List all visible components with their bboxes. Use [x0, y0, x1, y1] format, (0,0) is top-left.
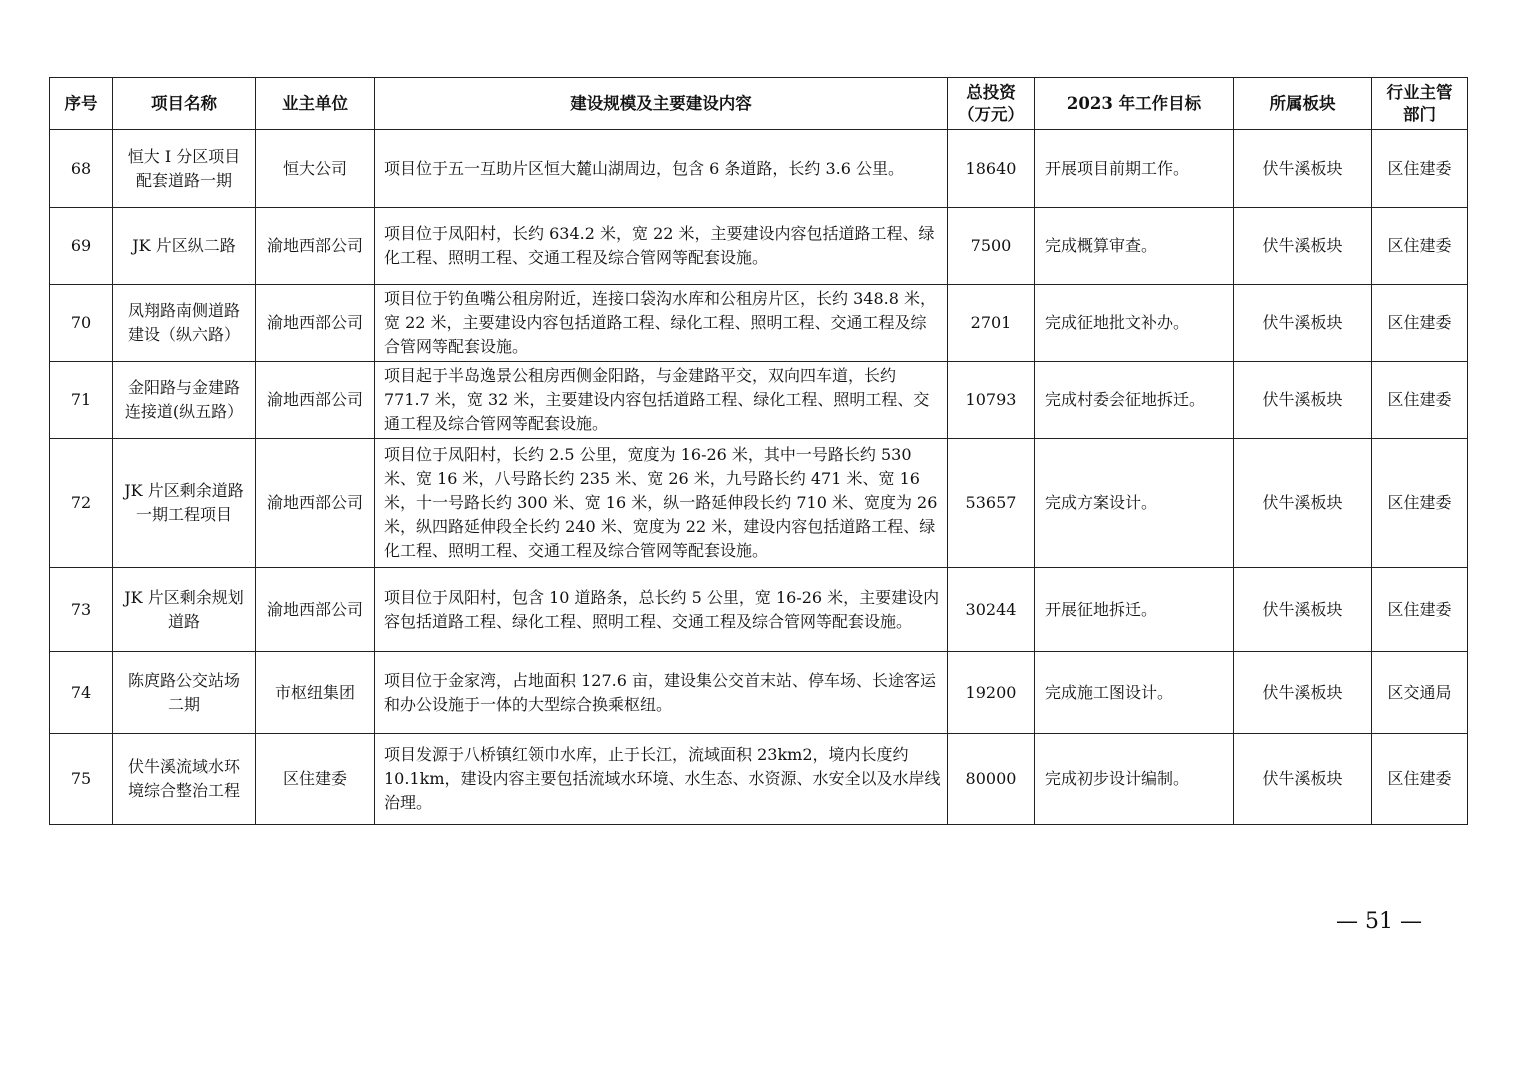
table-row — [50, 130, 1468, 208]
table-cell: 伏牛溪板块 — [1234, 439, 1372, 568]
table-cell: 渝地西部公司 — [256, 439, 375, 568]
table-cell: 71 — [50, 362, 113, 439]
table-cell: 区住建委 — [1372, 208, 1468, 285]
table-cell: 恒大 I 分区项目配套道路一期 — [113, 130, 256, 208]
header-cell: 2023 年工作目标 — [1035, 78, 1234, 130]
table-row — [50, 652, 1468, 734]
table-row — [50, 208, 1468, 285]
header-cell: 总投资（万元） — [948, 78, 1035, 130]
table-cell: 完成施工图设计。 — [1035, 652, 1234, 734]
table-cell: 伏牛溪板块 — [1234, 130, 1372, 208]
header-cell: 建设规模及主要建设内容 — [375, 78, 948, 130]
table-cell: 2701 — [948, 285, 1035, 362]
table-cell: 完成初步设计编制。 — [1035, 734, 1234, 825]
table-cell: 恒大公司 — [256, 130, 375, 208]
table-cell: 75 — [50, 734, 113, 825]
table-cell: 区住建委 — [1372, 130, 1468, 208]
table-cell: 区住建委 — [1372, 285, 1468, 362]
table-cell: 陈庹路公交站场二期 — [113, 652, 256, 734]
table-cell: 区住建委 — [1372, 362, 1468, 439]
table-cell: 项目位于凤阳村，长约 2.5 公里，宽度为 16-26 米，其中一号路长约 530 米、宽 16 米，八号路长约 235 米、宽 26 米，九号路长约 471 米、宽 16 米，十一号路长约 300 米、宽 16 米，纵一路延伸段长约 710 米、宽度为 26 米，纵四路延伸段全长约 240 米、宽度为 22 米，建设内容包括道路工程、绿化工程、照明工程、交通工程及综合管网等配套设施。 — [375, 439, 948, 568]
table-cell: 7500 — [948, 208, 1035, 285]
project-table — [49, 77, 1468, 825]
table-cell: 伏牛溪板块 — [1234, 568, 1372, 652]
table-cell: 项目位于五一互助片区恒大麓山湖周边，包含 6 条道路，长约 3.6 公里。 — [375, 130, 948, 208]
table-row — [50, 285, 1468, 362]
table-cell: JK 片区纵二路 — [113, 208, 256, 285]
table-cell: 80000 — [948, 734, 1035, 825]
table-cell: 区住建委 — [1372, 734, 1468, 825]
table-cell: 区住建委 — [1372, 568, 1468, 652]
table-cell: 项目位于金家湾，占地面积 127.6 亩，建设集公交首末站、停车场、长途客运和办公设施于一体的大型综合换乘枢纽。 — [375, 652, 948, 734]
table-cell: 项目发源于八桥镇红领巾水库，止于长江，流域面积 23km2，境内长度约 10.1km，建设内容主要包括流域水环境、水生态、水资源、水安全以及水岸线治理。 — [375, 734, 948, 825]
table-cell: 市枢纽集团 — [256, 652, 375, 734]
table-cell: 完成方案设计。 — [1035, 439, 1234, 568]
table-cell: 70 — [50, 285, 113, 362]
header-cell: 项目名称 — [113, 78, 256, 130]
table-header-row — [50, 78, 1468, 130]
table-cell: 区住建委 — [256, 734, 375, 825]
table-row — [50, 362, 1468, 439]
table-cell: 项目位于钓鱼嘴公租房附近，连接口袋沟水库和公租房片区，长约 348.8 米，宽 22 米，主要建设内容包括道路工程、绿化工程、照明工程、交通工程及综合管网等配套设施。 — [375, 285, 948, 362]
table-cell: 完成征地批文补办。 — [1035, 285, 1234, 362]
table-row — [50, 568, 1468, 652]
table-cell: 开展征地拆迁。 — [1035, 568, 1234, 652]
table-cell: 伏牛溪流域水环境综合整治工程 — [113, 734, 256, 825]
table-cell: 73 — [50, 568, 113, 652]
table-cell: 10793 — [948, 362, 1035, 439]
table-cell: 69 — [50, 208, 113, 285]
table-cell: 渝地西部公司 — [256, 285, 375, 362]
table-cell: 伏牛溪板块 — [1234, 362, 1372, 439]
table-cell: 19200 — [948, 652, 1035, 734]
table-cell: 项目位于凤阳村，包含 10 道路条，总长约 5 公里，宽 16-26 米，主要建设内容包括道路工程、绿化工程、照明工程、交通工程及综合管网等配套设施。 — [375, 568, 948, 652]
table-cell: 伏牛溪板块 — [1234, 285, 1372, 362]
table-cell: 伏牛溪板块 — [1234, 208, 1372, 285]
table-cell: 伏牛溪板块 — [1234, 734, 1372, 825]
header-cell: 行业主管部门 — [1372, 78, 1468, 130]
table-cell: 渝地西部公司 — [256, 362, 375, 439]
table-cell: 项目位于凤阳村，长约 634.2 米，宽 22 米，主要建设内容包括道路工程、绿化工程、照明工程、交通工程及综合管网等配套设施。 — [375, 208, 948, 285]
table-cell: 53657 — [948, 439, 1035, 568]
table-cell: JK 片区剩余道路一期工程项目 — [113, 439, 256, 568]
table-cell: 18640 — [948, 130, 1035, 208]
table-row — [50, 734, 1468, 825]
table-cell: 72 — [50, 439, 113, 568]
table-cell: 渝地西部公司 — [256, 568, 375, 652]
table-cell: 30244 — [948, 568, 1035, 652]
table-cell: 完成概算审查。 — [1035, 208, 1234, 285]
table-cell: 开展项目前期工作。 — [1035, 130, 1234, 208]
header-cell: 业主单位 — [256, 78, 375, 130]
table-cell: 68 — [50, 130, 113, 208]
table-cell: 项目起于半岛逸景公租房西侧金阳路，与金建路平交，双向四车道，长约 771.7 米，宽 32 米，主要建设内容包括道路工程、绿化工程、照明工程、交通工程及综合管网等配套设施。 — [375, 362, 948, 439]
table-cell: 金阳路与金建路连接道(纵五路） — [113, 362, 256, 439]
table-cell: 区住建委 — [1372, 439, 1468, 568]
table-cell: JK 片区剩余规划道路 — [113, 568, 256, 652]
table-row — [50, 439, 1468, 568]
header-cell: 所属板块 — [1234, 78, 1372, 130]
table-cell: 74 — [50, 652, 113, 734]
table-cell: 完成村委会征地拆迁。 — [1035, 362, 1234, 439]
page-number: — 51 — — [1336, 909, 1422, 934]
table-cell: 凤翔路南侧道路建设（纵六路） — [113, 285, 256, 362]
header-cell: 序号 — [50, 78, 113, 130]
table-cell: 区交通局 — [1372, 652, 1468, 734]
table-cell: 伏牛溪板块 — [1234, 652, 1372, 734]
table-cell: 渝地西部公司 — [256, 208, 375, 285]
